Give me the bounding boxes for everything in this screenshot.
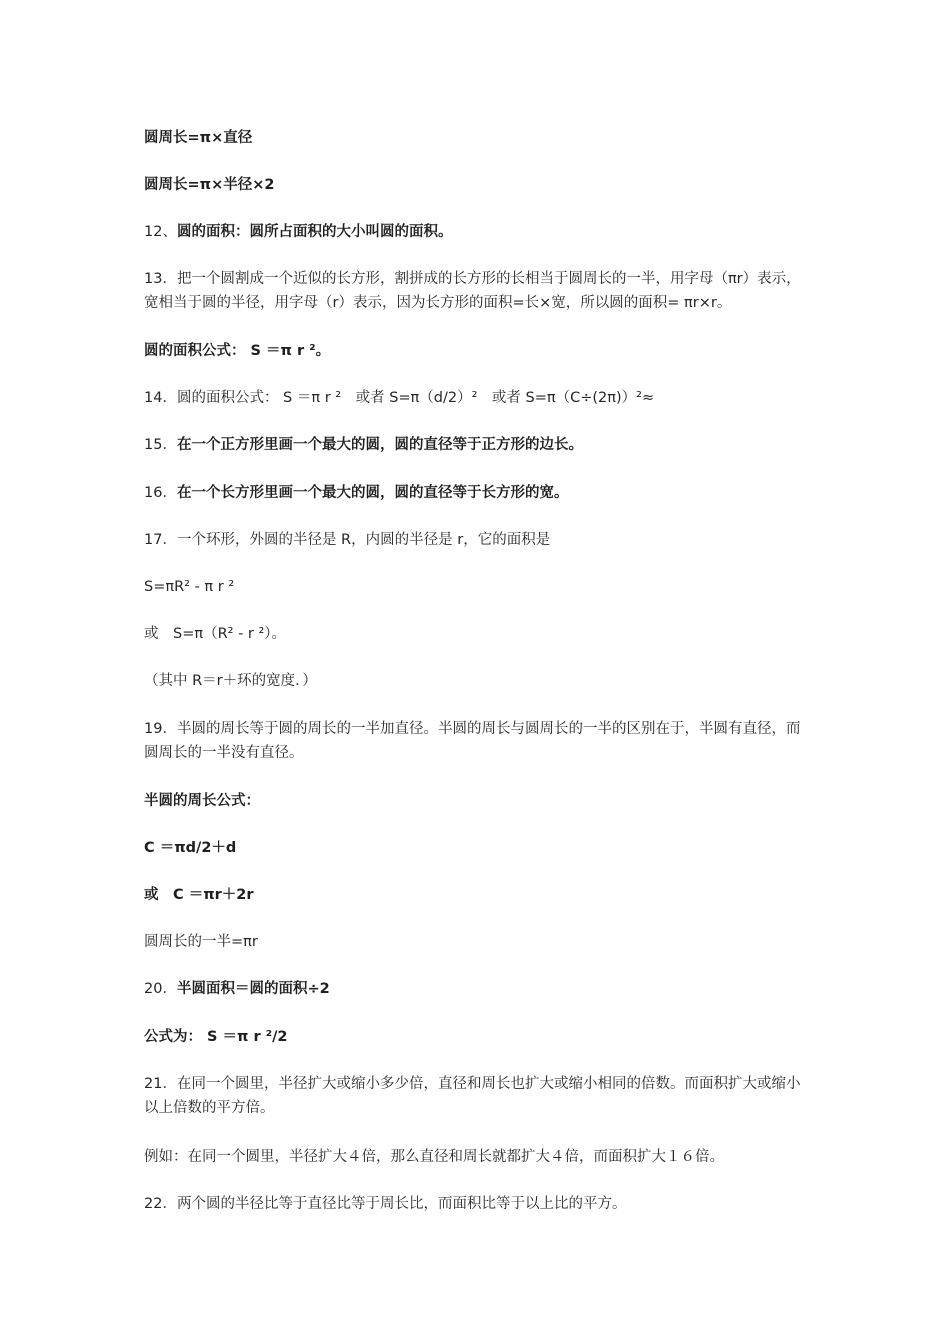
item-14-area-formula-variants: 14．圆的面积公式： S ＝π r ² 或者 S=π（d/2）² 或者 S=π（C÷(2π)）²≈ — [144, 390, 655, 406]
item-20-semicircle-area — [144, 977, 808, 1001]
item-21-scaling-rule: 21．在同一个圆里，半径扩大或缩小多少倍，直径和周长也扩大或缩小相同的倍数。而面积扩大或缩小以上倍数的平方倍。 — [144, 1076, 801, 1116]
item-19-semicircle-perimeter: 19．半圆的周长等于圆的周长的一半加直径。半圆的周长与圆周长的一半的区别在于，半圆有直径，而圆周长的一半没有直径。 — [144, 721, 801, 761]
item-13-area-derivation: 13．把一个圆割成一个近似的长方形，割拼成的长方形的长相当于圆周长的一半，用字母（πr）表示，宽相当于圆的半径，用字母（r）表示，因为长方形的面积=长×宽，所以圆的面积= πr×r。 — [144, 271, 801, 311]
circumference-radius-formula: 圆周长=π×半径×2 — [144, 177, 275, 193]
item-12-circle-area-definition — [144, 220, 808, 244]
item-text: 在一个长方形里画一个最大的圆，圆的直径等于长方形的宽。 — [176, 485, 569, 501]
half-circumference-formula: 圆周长的一半=πr — [144, 934, 258, 950]
item-17-annulus-intro: 17．一个环形，外圆的半径是 R，内圆的半径是 r，它的面积是 — [144, 532, 551, 548]
annulus-note: （其中 R＝r＋环的宽度．） — [144, 673, 317, 689]
semicircle-perimeter-heading: 半圆的周长公式： — [144, 793, 260, 809]
item-number: 15． — [144, 437, 177, 453]
item-22-ratio-rule: 22．两个圆的半径比等于直径比等于周长比，而面积比等于以上比的平方。 — [144, 1196, 627, 1212]
annulus-formula-1: S=πR² - π r ² — [144, 579, 235, 595]
circle-area-formula: 圆的面积公式： S ＝π r ²。 — [144, 343, 331, 359]
item-number: 12、 — [144, 224, 177, 240]
circumference-diameter-formula: 圆周长=π×直径 — [144, 130, 253, 146]
item-number: 16． — [144, 485, 177, 501]
scaling-example: 例如：在同一个圆里，半径扩大４倍，那么直径和周长就都扩大４倍，而面积扩大１６倍。 — [144, 1149, 724, 1165]
item-text: 圆的面积：圆所占面积的大小叫圆的面积。 — [176, 224, 453, 240]
semicircle-perimeter-formula-1: C ＝πd/2＋d — [144, 840, 237, 856]
semicircle-area-formula: 公式为： S ＝π r ²/2 — [144, 1029, 288, 1045]
item-text: 在一个正方形里画一个最大的圆，圆的直径等于正方形的边长。 — [176, 437, 583, 453]
item-number: 20． — [144, 981, 177, 997]
item-16-rectangle-inscribed-circle — [144, 481, 808, 505]
item-text: 半圆面积＝圆的面积÷2 — [176, 981, 330, 997]
semicircle-perimeter-formula-2: 或 C ＝πr＋2r — [144, 887, 254, 903]
annulus-formula-2: 或 S=π（R² - r ²）。 — [144, 626, 287, 642]
item-15-square-inscribed-circle — [144, 433, 808, 457]
